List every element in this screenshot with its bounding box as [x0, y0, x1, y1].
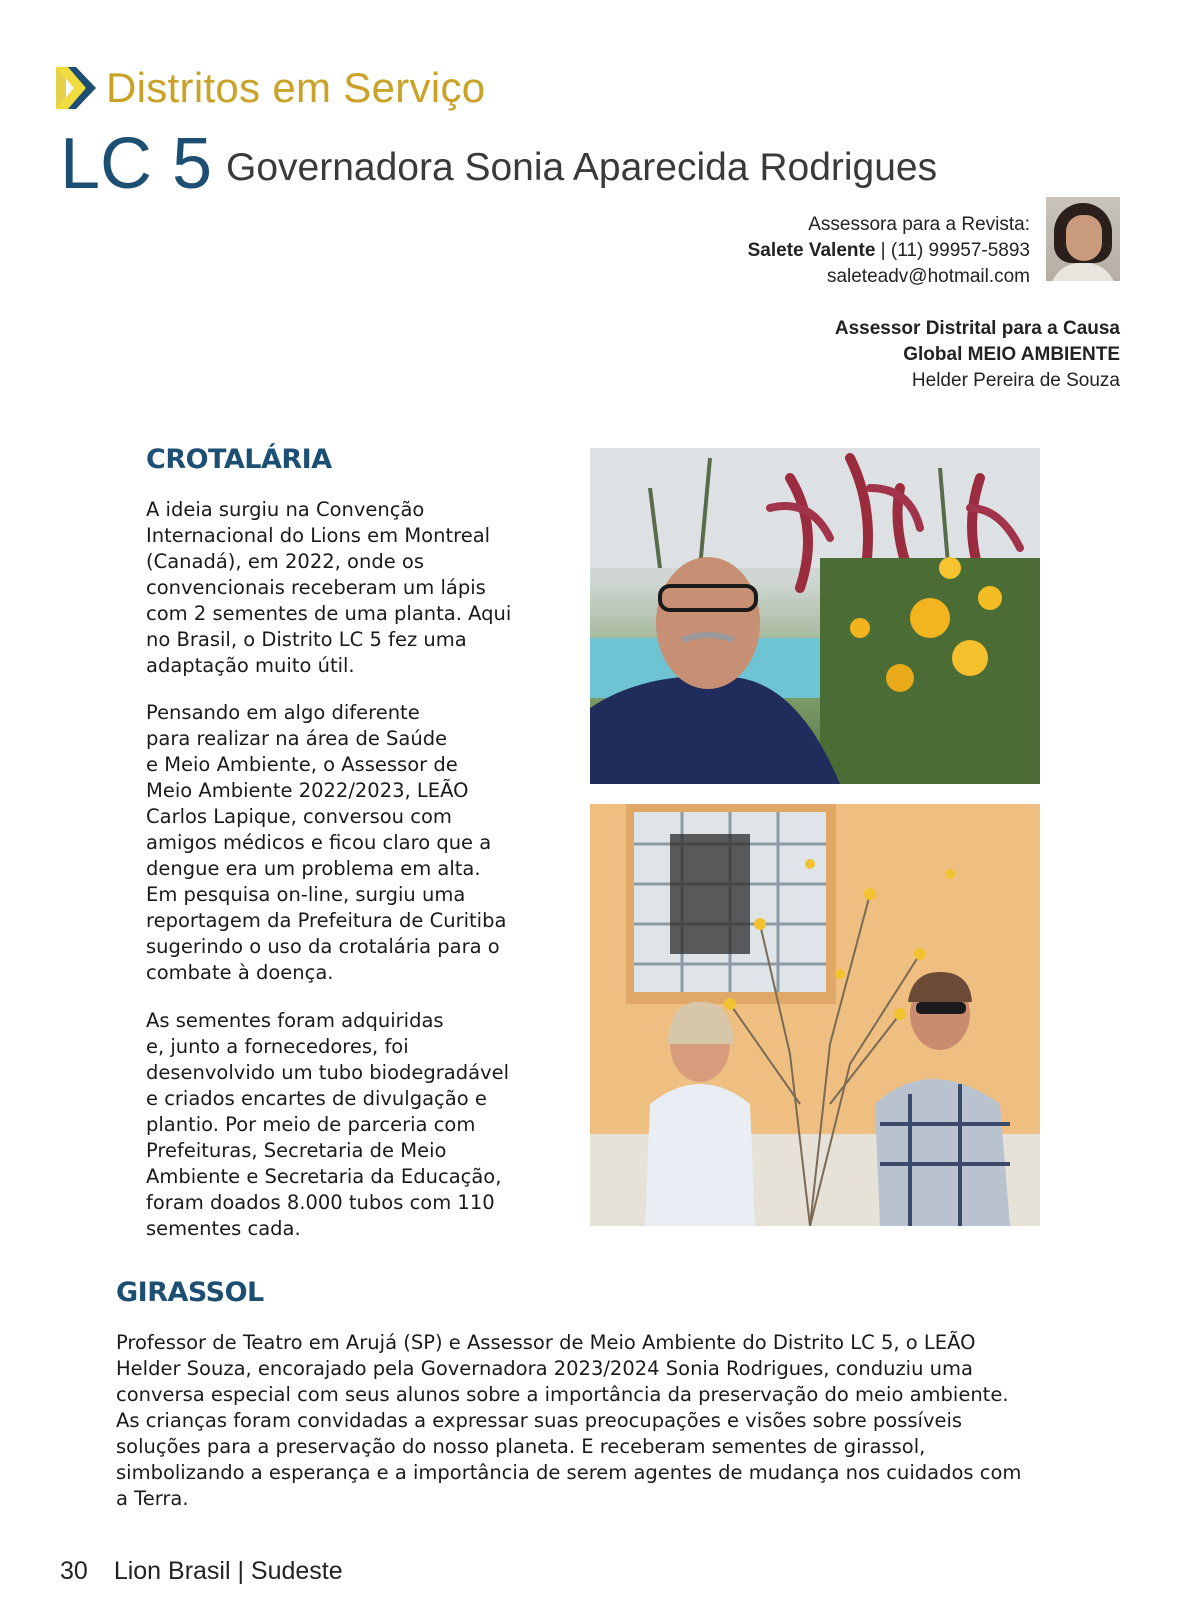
- assessor-name: Salete Valente: [747, 240, 876, 261]
- assessor-email: saleteadv@hotmail.com: [826, 266, 1030, 287]
- photo-couple-with-plant: [590, 804, 1040, 1226]
- crotalaria-paragraph-3: As sementes foram adquiridas e, junto a fornecedores, foi desenvolvido um tubo biodegradável e criados encartes de divulgação e plantio. Por meio de parceria com Prefeituras, Secretaria de Meio Ambiente e Secretaria da Educação, foram doados 8.000 tubos com 110 sementes cada.: [146, 1009, 510, 1240]
- cause-title-line-1: Assessor Distrital para a Causa: [834, 318, 1120, 339]
- cause-assessor-name: Helder Pereira de Souza: [911, 370, 1120, 391]
- cause-title-line-2: Global MEIO AMBIENTE: [903, 344, 1120, 365]
- district-code: LC 5: [60, 124, 213, 204]
- governor-name: Governadora Sonia Aparecida Rodrigues: [226, 146, 938, 189]
- cause-assessor-info: [835, 316, 1120, 394]
- assessor-portrait: [1046, 197, 1120, 281]
- section-title: Distritos em Serviço: [106, 64, 486, 111]
- chevron-right-icon: [56, 65, 98, 111]
- section-header: [56, 60, 485, 116]
- assessor-label: Assessora para a Revista:: [808, 214, 1030, 235]
- magazine-assessor-info: [748, 212, 1030, 290]
- publication-name: Lion Brasil | Sudeste: [113, 1557, 343, 1585]
- girassol-paragraph: Professor de Teatro em Arujá (SP) e Assessor de Meio Ambiente do Distrito LC 5, o LEÃO Helder Souza, encorajado pela Governadora 2023/2024 Sonia Rodrigues, conduziu uma conversa especial com seus alunos sobre a importância da preservação do meio ambiente. As crianças foram convidadas a expressar suas preocupações e visões sobre possíveis soluções para a preservação do nosso planeta. E receberam sementes de girassol, simbolizando a esperança e a importância de serem agentes de mudança nos cuidados com a Terra.: [116, 1331, 1022, 1510]
- crotalaria-paragraph-2: Pensando em algo diferente para realizar na área de Saúde e Meio Ambiente, o Assessor de Meio Ambiente 2022/2023, LEÃO Carlos Lapique, conversou com amigos médicos e ficou claro que a dengue era um problema em alta. Em pesquisa on-line, surgiu uma reportagem da Prefeitura de Curitiba sugerindo o uso da crotalária para o combate à doença.: [146, 701, 507, 984]
- crotalaria-paragraph-1: A ideia surgiu na Convenção Internacional do Lions em Montreal (Canadá), em 2022, onde os convencionais receberam um lápis com 2 sementes de uma planta. Aqui no Brasil, o Distrito LC 5 fez uma adaptação muito útil.: [146, 498, 512, 677]
- page-footer: [60, 1557, 343, 1586]
- assessor-phone: | (11) 99957-5893: [875, 240, 1030, 261]
- girassol-heading: GIRASSOL: [116, 1277, 264, 1308]
- page-number: 30: [60, 1557, 88, 1585]
- crotalaria-heading: CROTALÁRIA: [146, 444, 332, 475]
- photo-man-with-crotalaria-flowers: [590, 448, 1040, 784]
- assessor-contact-line: [748, 238, 1030, 264]
